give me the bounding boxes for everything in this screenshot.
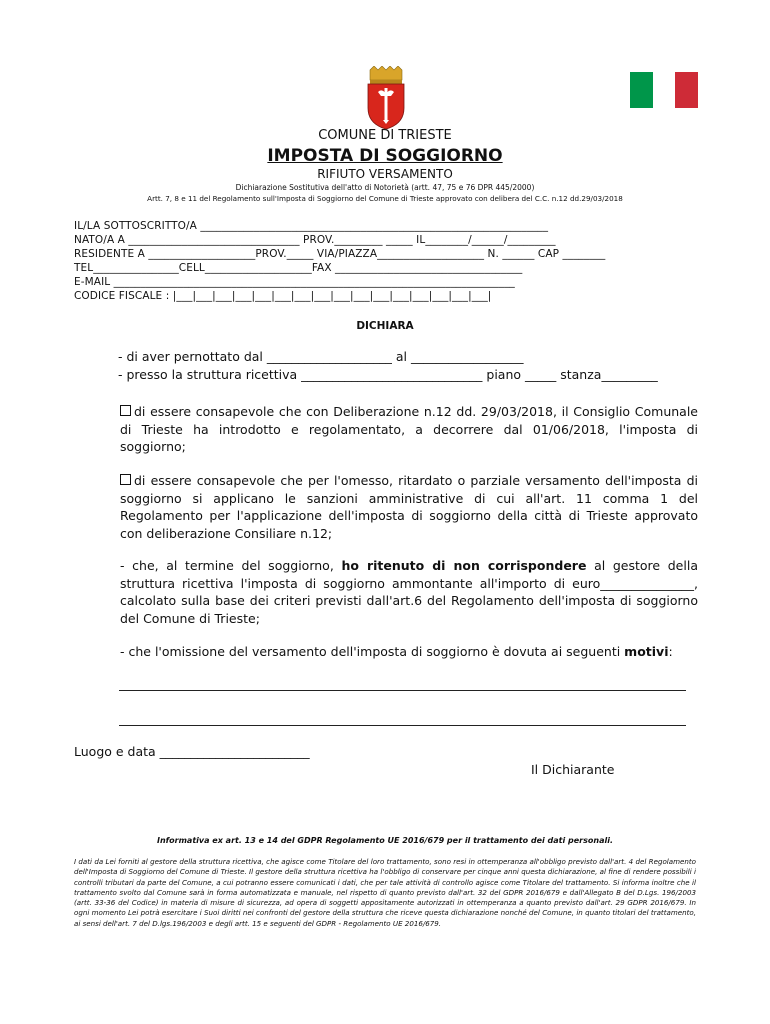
motivi-line-1[interactable]	[119, 690, 686, 691]
checkbox-deliberazione[interactable]	[120, 405, 131, 416]
page-subtitle: RIFIUTO VERSAMENTO	[317, 167, 453, 181]
dichiara-heading: DICHIARA	[356, 320, 414, 332]
consapevole-sanzioni-text: di essere consapevole che per l'omesso, ritardato o parziale versamento dell'imposta di soggiorno si applicano le sanzioni amministrative di cui all'art. 11 comma 1 del Regolamento per l'applicazione dell'imposta di soggiorno della città di Trieste approvato con deliberazione Consiliare n.12;	[120, 473, 698, 541]
flag-red-stripe	[675, 72, 698, 108]
pernottato-line[interactable]: - di aver pernottato dal ____________________ al __________________	[118, 349, 524, 364]
residente-field[interactable]: RESIDENTE A ____________________PROV._____ VIA/PIAZZA____________________ N. ______ CAP ________	[74, 248, 606, 260]
italian-flag-icon	[630, 72, 698, 108]
sottoscritto-field[interactable]: IL/LA SOTTOSCRITTO/A _________________________________________________________________	[74, 220, 549, 232]
consapevole-deliberazione-text: di essere consapevole che con Deliberazione n.12 dd. 29/03/2018, il Consiglio Comunale di Trieste ha introdotto e regolamentato, a decorrere dal 01/06/2018, l'imposta di soggiorno;	[120, 404, 698, 454]
email-field[interactable]: E-MAIL ___________________________________________________________________________	[74, 276, 515, 288]
comune-name: COMUNE DI TRIESTE	[318, 128, 452, 143]
omissione-post: :	[668, 644, 673, 659]
omissione-paragraph	[120, 643, 698, 661]
ritenuto-pre: - che, al termine del soggiorno,	[120, 558, 342, 573]
comune-trieste-crest	[364, 66, 408, 130]
consapevole-deliberazione	[120, 403, 698, 456]
articoli-reference: Artt. 7, 8 e 11 del Regolamento sull'Imposta di Soggiorno del Comune di Trieste approvato con delibera del C.C. n.12 dd.29/03/2018	[147, 194, 623, 203]
consapevole-sanzioni	[120, 472, 698, 542]
flag-green-stripe	[630, 72, 653, 108]
codice-fiscale-field[interactable]: CODICE FISCALE : |___|___|___|___|___|___|___|___|___|___|___|___|___|___|___|___|	[74, 290, 492, 302]
omissione-pre: - che l'omissione del versamento dell'imposta di soggiorno è dovuta ai seguenti	[120, 644, 625, 659]
gdpr-title: Informativa ex art. 13 e 14 del GDPR Regolamento UE 2016/679 per il trattamento dei dati personali.	[157, 836, 613, 845]
flag-white-stripe	[653, 72, 676, 108]
ritenuto-paragraph[interactable]	[120, 557, 698, 627]
contatti-field[interactable]: TEL________________CELL____________________FAX ___________________________________	[74, 262, 523, 274]
ritenuto-post: al gestore della struttura ricettiva l'imposta di soggiorno ammontante all'importo di euro_______________, calcolato sulla base dei criteri previsti dall'art.6 del Regolamento dell'imposta di soggiorno del Comune di Trieste;	[120, 558, 698, 626]
gdpr-text: I dati da Lei forniti al gestore della struttura ricettiva, che agisce come Titolare del loro trattamento, sono resi in ottemperanza all'obbligo previsto dall'art. 4 del Regolamento dell'Imposta di Soggiorno del Comune di Trieste. Il gestore della struttura ricettiva ha l'obbligo di conservare per cinque anni questa dichiarazione, al fine di rendere possibili i controlli tributari da parte del Comune, a cui potranno essere comunicati i dati, che per tale attività di controllo agisce come Titolare del trattamento. Si informa inoltre che il trattamento svolto dal Comune sarà in forma automatizzata e manuale, nel rispetto di quanto previsto dall'art. 32 del GDPR 2016/679 e dall'Allegato B del D.Lgs. 196/2003 (artt. 33-36 del Codice) in materia di misure di sicurezza, ad opera di soggetti appositamente autorizzati in ottemperanza a quanto previsto dall'art. 29 GDPR 2016/679. In ogni momento Lei potrà esercitare i Suoi diritti nei confronti del gestore della struttura che riceve questa dichiarazione nonché del Comune, in quanto titolari del trattamento, ai sensi dell'art. 7 del D.lgs.196/2003 e degli artt. 15 e seguenti del GDPR - Regolamento UE 2016/679.	[74, 857, 696, 928]
dichiarante-label: Il Dichiarante	[531, 762, 615, 777]
nato-field[interactable]: NATO/A A ________________________________ PROV._________ _____ IL________/______/_________	[74, 234, 556, 246]
motivi-line-2[interactable]	[119, 725, 686, 726]
dichiarazione-sostitutiva: Dichiarazione Sostitutiva dell'atto di Notorietà (artt. 47, 75 e 76 DPR 445/2000)	[235, 183, 535, 192]
struttura-line[interactable]: - presso la struttura ricettiva _____________________________ piano _____ stanza_________	[118, 367, 658, 382]
checkbox-sanzioni[interactable]	[120, 474, 131, 485]
luogo-data-field[interactable]: Luogo e data ________________________	[74, 744, 310, 759]
ritenuto-bold: ho ritenuto di non corrispondere	[341, 558, 587, 573]
omissione-bold: motivi	[624, 644, 669, 659]
page-title: IMPOSTA DI SOGGIORNO	[267, 146, 503, 166]
